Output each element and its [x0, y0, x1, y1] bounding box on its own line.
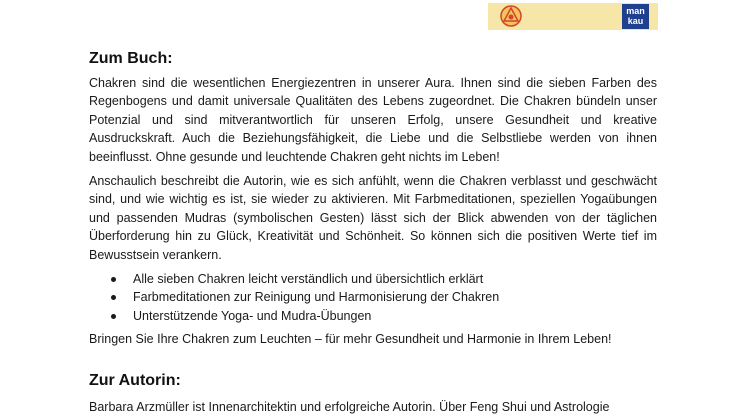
paragraph-description: Anschaulich beschreibt die Autorin, wie es sich anfühlt, wenn die Chakren verblasst und geschwächt sind, und wie wichtig es ist, sie wieder zu aktivieren. Mit Farbmeditationen, speziellen Yogaübungen und passenden Mudras (symbolischen Gesten) lässt sich der Blick abwenden von der täglichen Überforderung hin zu Glück, Kreativität und Schönheit. So können sich die positiven Werte tief im Bewusstsein verankern. — [89, 174, 657, 262]
publisher-logo-line2: kau — [627, 16, 644, 26]
publisher-logo-line1: man — [626, 6, 645, 16]
publisher-logo — [622, 4, 649, 29]
list-item: Alle sieben Chakren leicht verständlich und übersichtlich erklärt — [133, 270, 657, 288]
feature-list — [89, 270, 657, 325]
section-heading-zum-buch: Zum Buch: — [89, 50, 173, 67]
chakra-symbol-icon — [500, 5, 522, 27]
list-item: Farbmeditationen zur Reinigung und Harmonisierung der Chakren — [133, 288, 657, 306]
document-body — [89, 48, 657, 416]
list-item: Unterstützende Yoga- und Mudra-Übungen — [133, 307, 657, 325]
paragraph-author: Barbara Arzmüller ist Innenarchitektin und erfolgreiche Autorin. Über Feng Shui und Astrologie — [89, 399, 610, 414]
paragraph-intro: Chakren sind die wesentlichen Energiezentren in unserer Aura. Ihnen sind die sieben Farben des Regenbogens und damit universale Qualitäten des Lebens zugeordnet. Die Chakren bündeln unser Potenzial und sind mitverantwortlich für unseren Erfolg, unsere Gesundheit und kreative Ausdruckskraft. Auch die Beziehungsfähigkeit, die Liebe und die Selbstliebe werden von ihnen beeinflusst. Ohne gesunde und leuchtende Chakren geht nichts im Leben! — [89, 76, 657, 164]
paragraph-closing: Bringen Sie Ihre Chakren zum Leuchten – für mehr Gesundheit und Harmonie in Ihrem Leben! — [89, 332, 612, 347]
section-heading-zur-autorin: Zur Autorin: — [89, 371, 181, 389]
